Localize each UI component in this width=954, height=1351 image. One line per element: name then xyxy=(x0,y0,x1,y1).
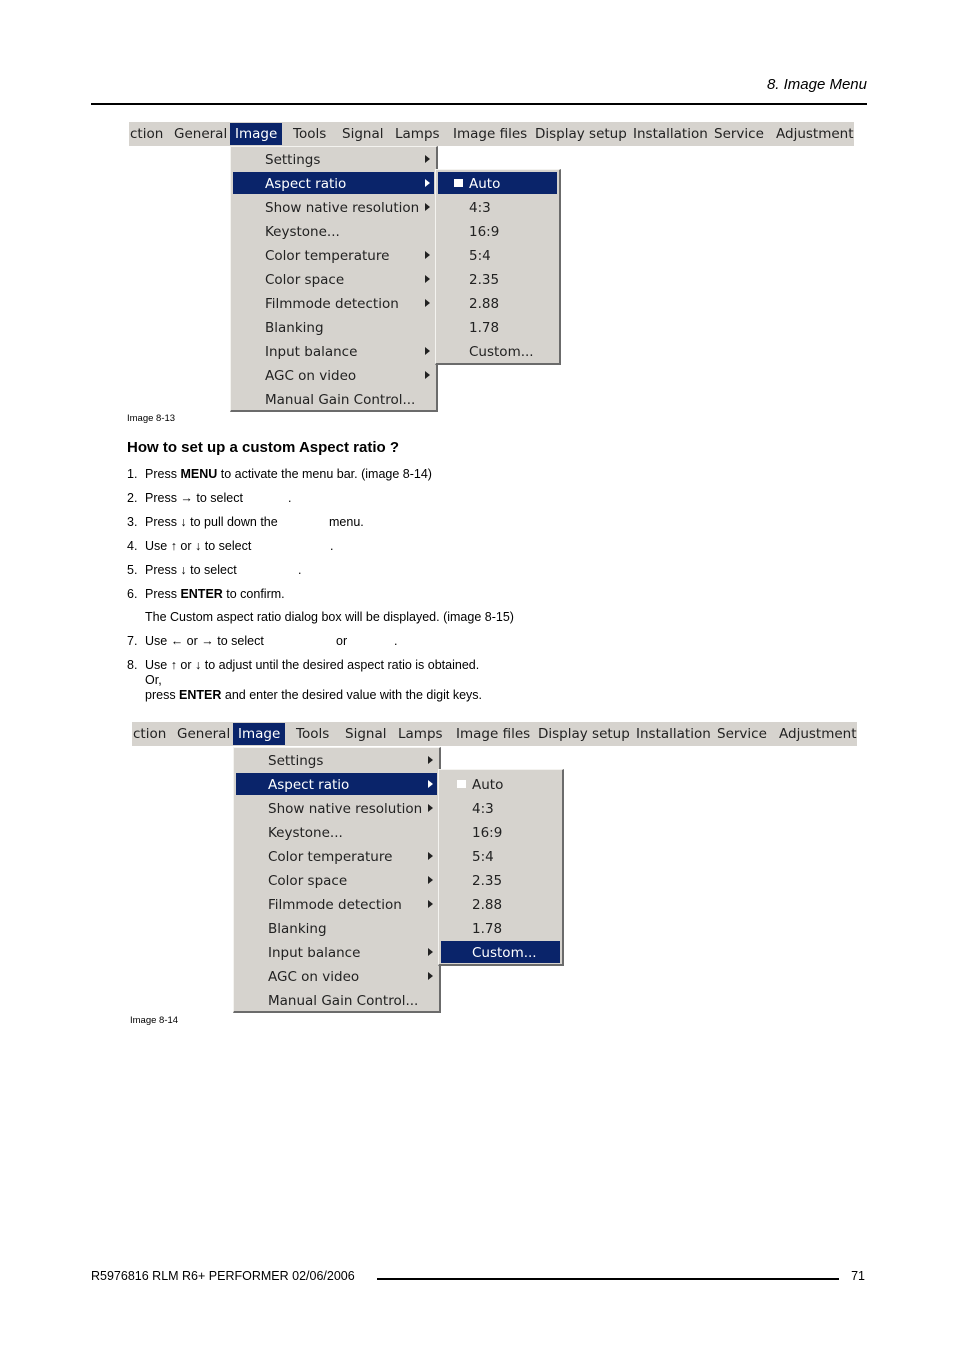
menu-item-manual-gain-control[interactable]: Manual Gain Control... xyxy=(265,392,416,408)
submenu-arrow-icon xyxy=(425,347,430,355)
submenu-arrow-icon xyxy=(425,203,430,211)
footer-rule xyxy=(377,1278,839,1280)
submenu-item-1-78[interactable]: 1.78 xyxy=(469,320,500,336)
menubar-item-function[interactable]: ction xyxy=(133,726,167,742)
figure-caption: Image 8-13 xyxy=(127,413,176,424)
menu-item-color-space[interactable]: Color space xyxy=(233,268,434,290)
menu-item-aspect-ratio[interactable]: Aspect ratio xyxy=(233,172,434,194)
menu-item-filmmode-detection[interactable]: Filmmode detection xyxy=(236,893,437,915)
submenu-item-2-35[interactable]: 2.35 xyxy=(469,272,500,288)
aspect-ratio-submenu xyxy=(435,169,561,365)
menu-item-input-balance[interactable]: Input balance xyxy=(233,340,434,362)
menu-item-show-native-resolution[interactable]: Show native resolution xyxy=(233,196,434,218)
submenu-item-auto[interactable]: Auto xyxy=(441,773,560,795)
submenu-arrow-icon xyxy=(428,804,433,812)
submenu-item-2-88[interactable]: 2.88 xyxy=(472,897,503,913)
menu-item-agc-on-video[interactable]: AGC on video xyxy=(233,364,434,386)
menubar-item-general[interactable]: General xyxy=(174,126,228,142)
figure-caption: Image 8-14 xyxy=(130,1015,179,1026)
selected-bullet-icon xyxy=(454,179,463,187)
menu-item-color-temperature[interactable]: Color temperature xyxy=(236,845,437,867)
menu-item-keystone[interactable]: Keystone... xyxy=(265,224,340,240)
menu-item-color-temperature[interactable]: Color temperature xyxy=(233,244,434,266)
menu-item-filmmode-detection[interactable]: Filmmode detection xyxy=(233,292,434,314)
image-menu xyxy=(233,747,441,1013)
submenu-item-4-3[interactable]: 4:3 xyxy=(472,801,494,817)
menubar-item-general[interactable]: General xyxy=(177,726,231,742)
header-rule xyxy=(91,103,867,105)
submenu-item-1-78[interactable]: 1.78 xyxy=(472,921,503,937)
submenu-item-5-4[interactable]: 5:4 xyxy=(469,248,491,264)
submenu-arrow-icon xyxy=(428,900,433,908)
submenu-item-custom[interactable]: Custom... xyxy=(441,941,560,963)
menu-item-show-native-resolution[interactable]: Show native resolution xyxy=(236,797,437,819)
submenu-arrow-icon xyxy=(428,972,433,980)
menubar-item-image[interactable]: Image xyxy=(230,123,282,145)
menu-item-color-space[interactable]: Color space xyxy=(236,869,437,891)
submenu-arrow-icon xyxy=(425,299,430,307)
menubar-item-display-setup[interactable]: Display setup xyxy=(535,126,627,142)
menubar xyxy=(132,722,857,746)
menubar-item-signal[interactable]: Signal xyxy=(342,126,384,142)
menubar-item-tools[interactable]: Tools xyxy=(293,126,327,142)
menubar-item-service[interactable]: Service xyxy=(717,726,767,742)
menubar-item-service[interactable]: Service xyxy=(714,126,764,142)
submenu-arrow-icon xyxy=(425,251,430,259)
menu-item-blanking[interactable]: Blanking xyxy=(265,320,324,336)
section-title: How to set up a custom Aspect ratio ? xyxy=(127,439,399,456)
menubar-item-image-files[interactable]: Image files xyxy=(456,726,531,742)
menu-item-settings[interactable]: Settings xyxy=(236,749,437,771)
menubar-item-tools[interactable]: Tools xyxy=(296,726,330,742)
chapter-title: 8. Image Menu xyxy=(766,76,867,93)
submenu-item-custom[interactable]: Custom... xyxy=(469,344,534,360)
menubar-item-function[interactable]: ction xyxy=(130,126,164,142)
submenu-item-2-88[interactable]: 2.88 xyxy=(469,296,500,312)
submenu-arrow-icon xyxy=(428,876,433,884)
step-6-note: The Custom aspect ratio dialog box will be displayed. (image 8-15) xyxy=(145,610,514,624)
submenu-arrow-icon xyxy=(428,780,433,788)
menubar-item-adjustment[interactable]: Adjustment xyxy=(779,726,857,742)
submenu-item-2-35[interactable]: 2.35 xyxy=(472,873,503,889)
menubar-item-installation[interactable]: Installation xyxy=(636,726,711,742)
selected-bullet-icon xyxy=(457,780,466,788)
menubar-item-lamps[interactable]: Lamps xyxy=(398,726,443,742)
menubar-item-installation[interactable]: Installation xyxy=(633,126,708,142)
menubar-item-adjustment[interactable]: Adjustment xyxy=(776,126,854,142)
submenu-item-4-3[interactable]: 4:3 xyxy=(469,200,491,216)
submenu-arrow-icon xyxy=(428,756,433,764)
menu-item-blanking[interactable]: Blanking xyxy=(268,921,327,937)
menubar-item-image-files[interactable]: Image files xyxy=(453,126,528,142)
submenu-item-16-9[interactable]: 16:9 xyxy=(469,224,500,240)
footer-doc-id: R5976816 RLM R6+ PERFORMER 02/06/2006 xyxy=(91,1269,355,1283)
submenu-arrow-icon xyxy=(425,179,430,187)
menubar-item-lamps[interactable]: Lamps xyxy=(395,126,440,142)
submenu-item-auto[interactable]: Auto xyxy=(438,172,557,194)
submenu-arrow-icon xyxy=(425,275,430,283)
step-8-alt: press ENTER and enter the desired value with the digit keys. xyxy=(145,688,482,702)
menu-item-settings[interactable]: Settings xyxy=(233,148,434,170)
submenu-item-16-9[interactable]: 16:9 xyxy=(472,825,503,841)
submenu-arrow-icon xyxy=(425,371,430,379)
menu-item-keystone[interactable]: Keystone... xyxy=(268,825,343,841)
menubar-item-signal[interactable]: Signal xyxy=(345,726,387,742)
submenu-arrow-icon xyxy=(425,155,430,163)
submenu-arrow-icon xyxy=(428,948,433,956)
image-menu xyxy=(230,146,438,412)
menubar-item-image[interactable]: Image xyxy=(233,723,285,745)
submenu-arrow-icon xyxy=(428,852,433,860)
menu-item-input-balance[interactable]: Input balance xyxy=(236,941,437,963)
aspect-ratio-submenu xyxy=(438,769,564,966)
page-number: 71 xyxy=(851,1269,865,1283)
menu-item-manual-gain-control[interactable]: Manual Gain Control... xyxy=(268,993,419,1009)
menubar xyxy=(129,122,854,146)
submenu-item-5-4[interactable]: 5:4 xyxy=(472,849,494,865)
menu-item-aspect-ratio[interactable]: Aspect ratio xyxy=(236,773,437,795)
step-8-or: Or, xyxy=(145,673,162,687)
menubar-item-display-setup[interactable]: Display setup xyxy=(538,726,630,742)
menu-item-agc-on-video[interactable]: AGC on video xyxy=(236,965,437,987)
